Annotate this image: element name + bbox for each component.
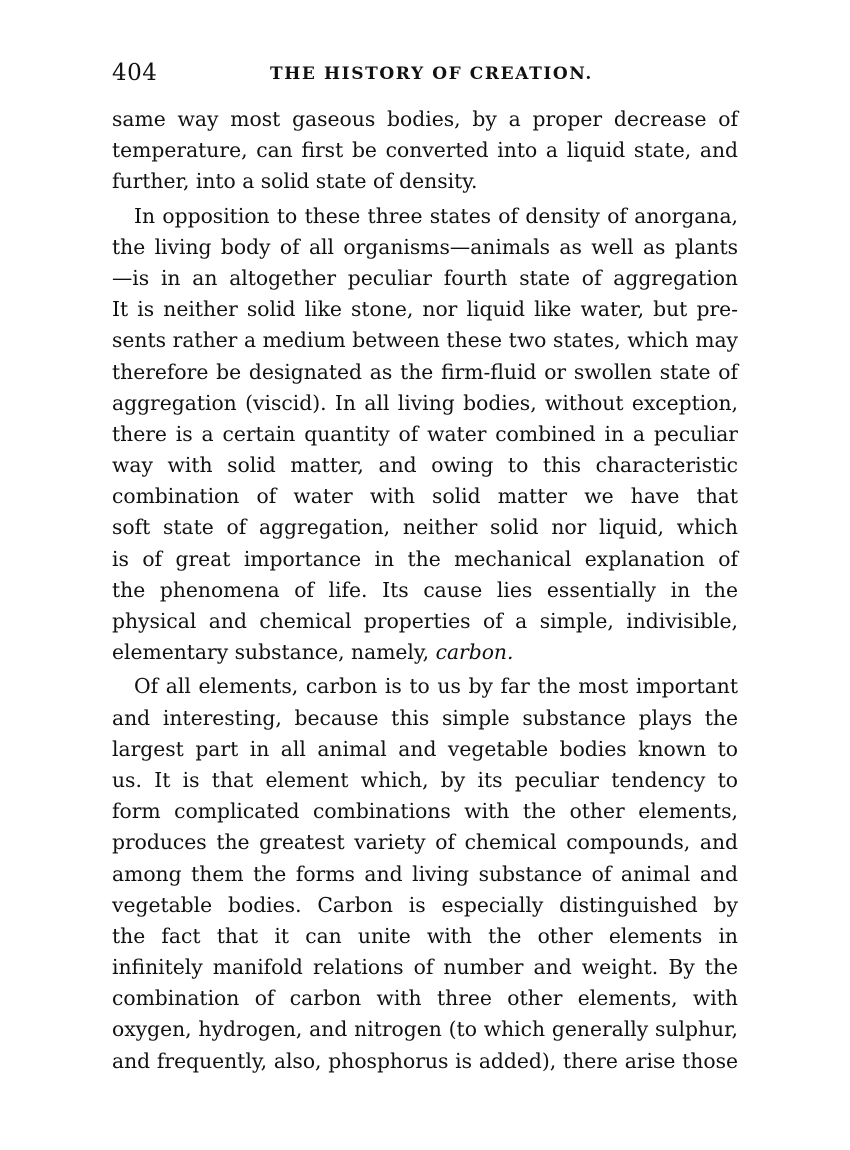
text-line: soft state of aggregation, neither solid nor liquid, which xyxy=(112,515,738,540)
body-text xyxy=(112,104,738,1077)
text-line: further, into a solid state of density. xyxy=(112,169,478,194)
text-line: It is neither solid like stone, nor liquid like water, but pre- xyxy=(112,297,738,322)
running-title: THE HISTORY OF CREATION. xyxy=(270,64,593,84)
text-line: sents rather a medium between these two states, which may xyxy=(112,328,738,353)
text-line xyxy=(112,637,738,668)
text-line: there is a certain quantity of water combined in a peculiar xyxy=(112,421,738,446)
text-line-start: elementary substance, namely, xyxy=(112,640,430,665)
text-line: temperature, can first be converted into a liquid state, and xyxy=(112,138,738,163)
text-line: —is in an altogether peculiar fourth state of aggregation xyxy=(112,265,738,290)
paragraph xyxy=(112,104,738,198)
text-line: In opposition to these three states of density of anorgana, xyxy=(134,203,738,228)
text-line: largest part in all animal and vegetable bodies known to xyxy=(112,736,738,761)
paragraph xyxy=(112,201,738,669)
text-line: is of great importance in the mechanical explanation of xyxy=(112,546,738,571)
text-line: the phenomena of life. Its cause lies essentially in the xyxy=(112,577,738,602)
text-line: form complicated combinations with the other elements, xyxy=(112,799,738,824)
text-line: way with solid matter, and owing to this characteristic xyxy=(112,453,738,478)
text-line: and interesting, because this simple substance plays the xyxy=(112,705,738,730)
running-head xyxy=(112,58,738,88)
italic-term: carbon. xyxy=(435,640,514,665)
text-line: the living body of all organisms—animals as well as plants xyxy=(112,234,738,259)
page-number: 404 xyxy=(112,60,158,86)
text-line: and frequently, also, phosphorus is added), there arise those xyxy=(112,1048,738,1073)
text-line: combination of water with solid matter we have that xyxy=(112,484,738,509)
text-line: among them the forms and living substance of animal and xyxy=(112,861,738,886)
text-line: produces the greatest variety of chemical compounds, and xyxy=(112,830,738,855)
text-line: the fact that it can unite with the other elements in xyxy=(112,923,738,948)
text-line: oxygen, hydrogen, and nitrogen (to which generally sulphur, xyxy=(112,1017,738,1042)
text-line: therefore be designated as the firm-fluid or swollen state of xyxy=(112,359,738,384)
text-line: vegetable bodies. Carbon is especially distinguished by xyxy=(112,892,738,917)
paragraph xyxy=(112,671,738,1076)
text-line: us. It is that element which, by its peculiar tendency to xyxy=(112,767,738,792)
text-line: physical and chemical properties of a simple, indivisible, xyxy=(112,609,738,633)
text-line: Of all elements, carbon is to us by far the most important xyxy=(134,674,738,699)
text-line: aggregation (viscid). In all living bodies, without exception, xyxy=(112,390,738,415)
text-line: infinitely manifold relations of number and weight. By the xyxy=(112,955,738,980)
text-line: same way most gaseous bodies, by a proper decrease of xyxy=(112,107,738,131)
text-line: combination of carbon with three other elements, with xyxy=(112,986,738,1011)
